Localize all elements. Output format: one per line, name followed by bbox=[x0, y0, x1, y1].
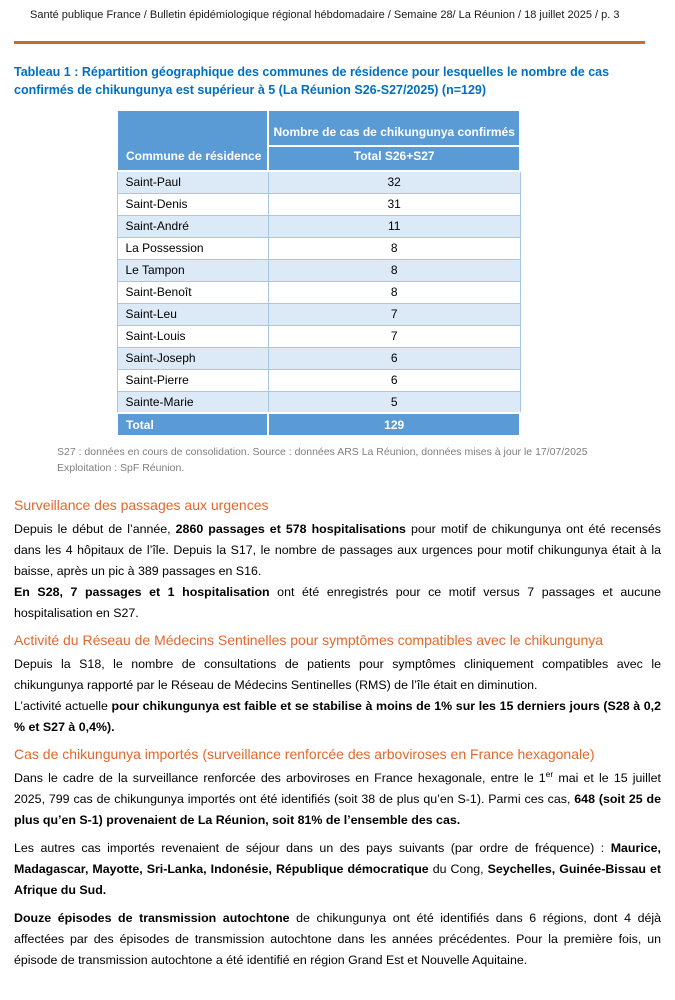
paragraph: Dans le cadre de la surveillance renforcée des arboviroses en France hexagonale, entre le 1er mai et le 15 juillet 2025, 799 cas de chikungunya importés ont été identifiés (soit 38 de plus qu’en S-1). Parmi ces cas, 648 (soit 25 de plus qu’en S-1) provenaient de La Réunion, soit 81% de l’ensemble des cas. bbox=[14, 768, 661, 827]
column-header-commune: Commune de résidence bbox=[117, 110, 268, 171]
commune-cell: Saint-André bbox=[117, 215, 268, 237]
commune-cell: Saint-Joseph bbox=[117, 347, 268, 369]
table-row bbox=[117, 171, 520, 193]
header-rule bbox=[14, 41, 645, 44]
section-urgences bbox=[0, 497, 675, 624]
table-row bbox=[117, 369, 520, 391]
cases-cell: 8 bbox=[268, 237, 520, 259]
cases-cell: 31 bbox=[268, 193, 520, 215]
paragraph: En S28, 7 passages et 1 hospitalisation ont été enregistrés pour ce motif versus 7 passages et aucune hospitalisation en S27. bbox=[14, 585, 661, 620]
paragraph: Douze épisodes de transmission autochtone de chikungunya ont été identifiés dans 6 régions, dont 4 déjà affectées par des épisodes de transmission autochtone dans les années précédentes. Pour la première fois, un épisode de transmission autochtone a été identifié en région Grand Est et Nouvelle Aquitaine. bbox=[14, 911, 661, 967]
commune-cell: Saint-Pierre bbox=[117, 369, 268, 391]
cases-cell: 5 bbox=[268, 391, 520, 413]
table-row bbox=[117, 347, 520, 369]
commune-cell: Saint-Benoît bbox=[117, 281, 268, 303]
table-row bbox=[117, 281, 520, 303]
commune-cell: Saint-Leu bbox=[117, 303, 268, 325]
section-cas-importes bbox=[0, 746, 675, 971]
cases-cell: 8 bbox=[268, 281, 520, 303]
footnote-line: Exploitation : SpF Réunion. bbox=[57, 462, 185, 474]
paragraph: L’activité actuelle pour chikungunya est faible et se stabilise à moins de 1% sur les 15 derniers jours (S28 à 0,2 % et S27 à 0,4%). bbox=[14, 699, 661, 734]
cases-cell: 6 bbox=[268, 369, 520, 391]
table-header bbox=[117, 110, 520, 171]
cases-cell: 7 bbox=[268, 303, 520, 325]
column-group-header: Nombre de cas de chikungunya confirmés bbox=[268, 110, 520, 146]
cases-cell: 8 bbox=[268, 259, 520, 281]
column-header-total-s26-s27: Total S26+S27 bbox=[268, 146, 520, 171]
total-row bbox=[117, 413, 520, 436]
cases-cell: 7 bbox=[268, 325, 520, 347]
cases-cell: 11 bbox=[268, 215, 520, 237]
table-row bbox=[117, 259, 520, 281]
table-caption: Tableau 1 : Répartition géographique des communes de résidence pour lesquelles le nombre de cas confirmés de chikungunya est supérieur à 5 (La Réunion S26-S27/2025) (n=129) bbox=[14, 65, 610, 97]
section-heading-cas-importes: Cas de chikungunya importés (surveillance renforcée des arboviroses en France hexagonale) bbox=[14, 746, 595, 762]
table-row bbox=[117, 391, 520, 413]
section-heading-medecins-sentinelles: Activité du Réseau de Médecins Sentinelles pour symptômes compatibles avec le chikungunya bbox=[14, 632, 604, 648]
cases-cell: 32 bbox=[268, 171, 520, 193]
table-row bbox=[117, 325, 520, 347]
cases-cell: 6 bbox=[268, 347, 520, 369]
footnote-line: S27 : données en cours de consolidation. Source : données ARS La Réunion, données mises à jour le 17/07/2025 bbox=[57, 446, 588, 458]
total-label: Total bbox=[117, 413, 268, 436]
table-row bbox=[117, 215, 520, 237]
table-row bbox=[117, 237, 520, 259]
commune-cell: Saint-Paul bbox=[117, 171, 268, 193]
commune-cell: Saint-Denis bbox=[117, 193, 268, 215]
table-row bbox=[117, 303, 520, 325]
paragraph: Depuis le début de l’année, 2860 passages et 578 hospitalisations pour motif de chikungunya ont été recensés dans les 4 hôpitaux de l’île. Depuis la S17, le nombre de passages aux urgences pour motif chikungunya était à la baisse, après un pic à 389 passages en S16. bbox=[14, 522, 661, 578]
commune-cell: Le Tampon bbox=[117, 259, 268, 281]
cases-table bbox=[116, 109, 521, 437]
total-value: 129 bbox=[268, 413, 520, 436]
section-heading-urgences: Surveillance des passages aux urgences bbox=[14, 497, 269, 513]
commune-cell: Saint-Louis bbox=[117, 325, 268, 347]
section-medecins-sentinelles bbox=[0, 632, 675, 738]
table-footnote bbox=[57, 444, 635, 476]
document-header: Santé publique France / Bulletin épidémiologique régional hébdomadaire / Semaine 28/ La Réunion / 18 juillet 2025 / p. 3 bbox=[30, 9, 620, 21]
paragraph: Les autres cas importés revenaient de séjour dans un des pays suivants (par ordre de fréquence) : Maurice, Madagascar, Mayotte, Sri-Lanka, Indonésie, République démocratique du Cong, Seychelles, Guinée-Bissau et Afrique du Sud. bbox=[14, 841, 662, 897]
commune-cell: Sainte-Marie bbox=[117, 391, 268, 413]
commune-cell: La Possession bbox=[117, 237, 268, 259]
paragraph: Depuis la S18, le nombre de consultations de patients pour symptômes cliniquement compatibles avec le chikungunya rapporté par le Réseau de Médecins Sentinelles (RMS) de l’île était en diminution. bbox=[14, 657, 661, 692]
table-row bbox=[117, 193, 520, 215]
